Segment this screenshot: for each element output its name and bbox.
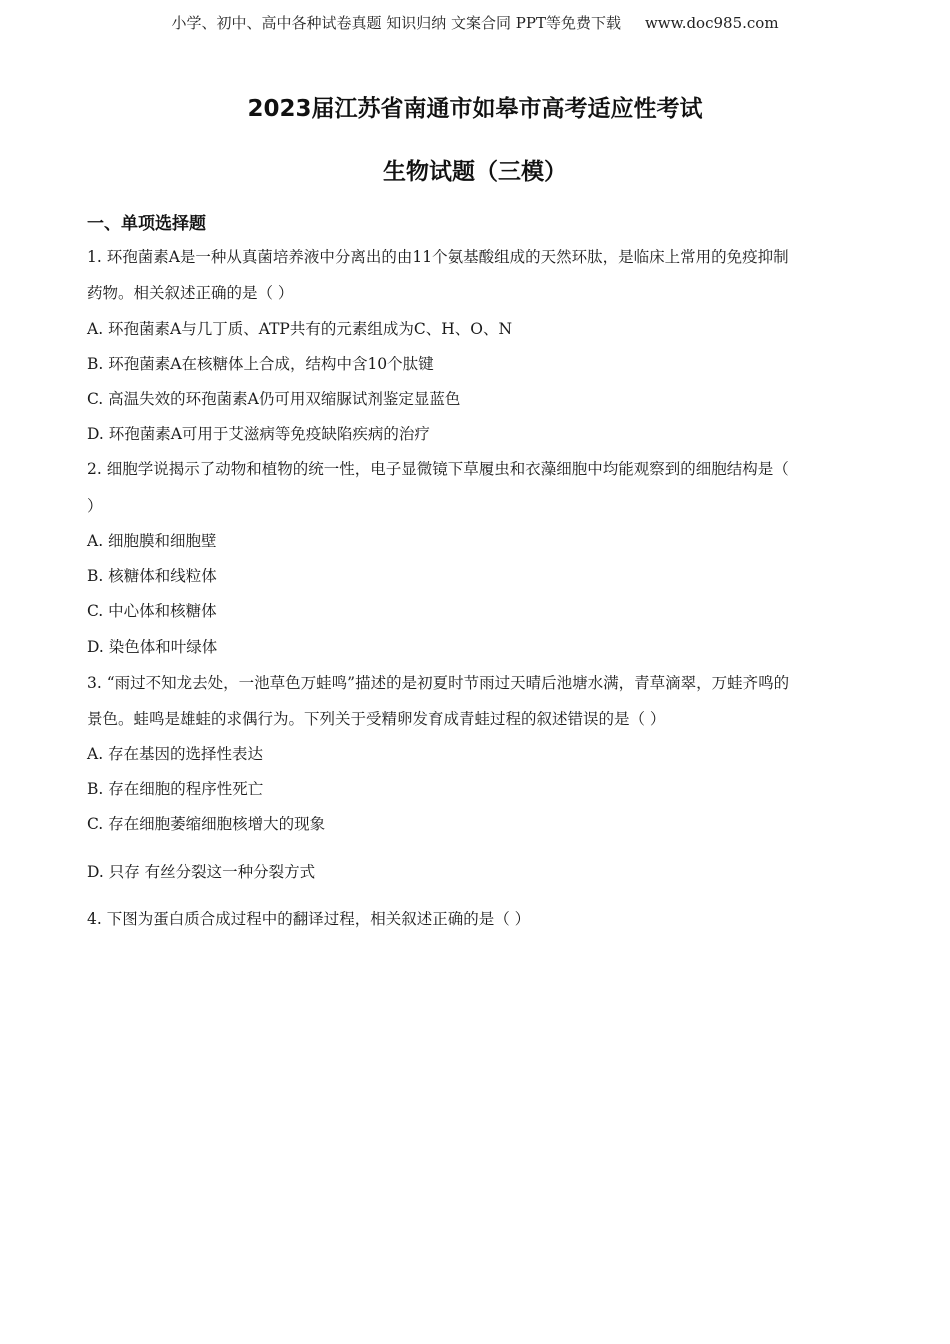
question-2-option-c: C. 中心体和核糖体 [87,602,217,620]
question-3-option-a: A. 存在基因的选择性表达 [87,745,264,763]
section-title: 一、单项选择题 [87,214,206,234]
question-2-stem-line-1: 2. 细胞学说揭示了动物和植物的统一性，电子显微镜下草履虫和衣藻细胞中均能观察到的细胞结构是（ [87,460,789,478]
exam-subtitle: 生物试题（三模） [383,159,567,185]
question-4-stem: 4. 下图为蛋白质合成过程中的翻译过程，相关叙述正确的是（ ） [87,910,531,928]
question-2-option-b: B. 核糖体和线粒体 [87,567,217,585]
question-1-stem-line-1: 1. 环孢菌素A是一种从真菌培养液中分离出的由11个氨基酸组成的天然环肽，是临床上常用的免疫抑制 [87,248,789,266]
question-3-option-c: C. 存在细胞萎缩细胞核增大的现象 [87,815,326,833]
question-1-option-c: C. 高温失效的环孢菌素A仍可用双缩脲试剂鉴定显蓝色 [87,390,461,408]
question-3-option-d: D. 只存 有丝分裂这一种分裂方式 [87,863,316,881]
header-text: 小学、初中、高中各种试卷真题 知识归纳 文案合同 PPT等免费下载 [171,14,621,32]
question-3-stem-line-2: 景色。蛙鸣是雄蛙的求偶行为。下列关于受精卵发育成青蛙过程的叙述错误的是（ ） [87,710,666,728]
question-3-option-b: B. 存在细胞的程序性死亡 [87,780,264,798]
question-1-option-a: A. 环孢菌素A与几丁质、ATP共有的元素组成为C、H、O、N [87,320,513,338]
header-url[interactable]: www.doc985.com [644,14,779,32]
question-1-option-d: D. 环孢菌素A可用于艾滋病等免疫缺陷疾病的治疗 [87,425,430,443]
question-1-option-b: B. 环孢菌素A在核糖体上合成，结构中含10个肽键 [87,355,434,373]
page-header [0,12,950,33]
exam-title: 2023届江苏省南通市如皋市高考适应性考试 [247,96,703,122]
question-3-stem-line-1: 3. “雨过不知龙去处，一池草色万蛙鸣”描述的是初夏时节雨过天晴后池塘水满，青草滴翠，万蛙齐鸣的 [87,674,790,692]
question-1-stem-line-2: 药物。相关叙述正确的是（ ） [87,284,294,302]
question-2-option-a: A. 细胞膜和细胞壁 [87,532,217,550]
question-2-stem-line-2: ） [87,497,103,515]
question-2-option-d: D. 染色体和叶绿体 [87,638,218,656]
